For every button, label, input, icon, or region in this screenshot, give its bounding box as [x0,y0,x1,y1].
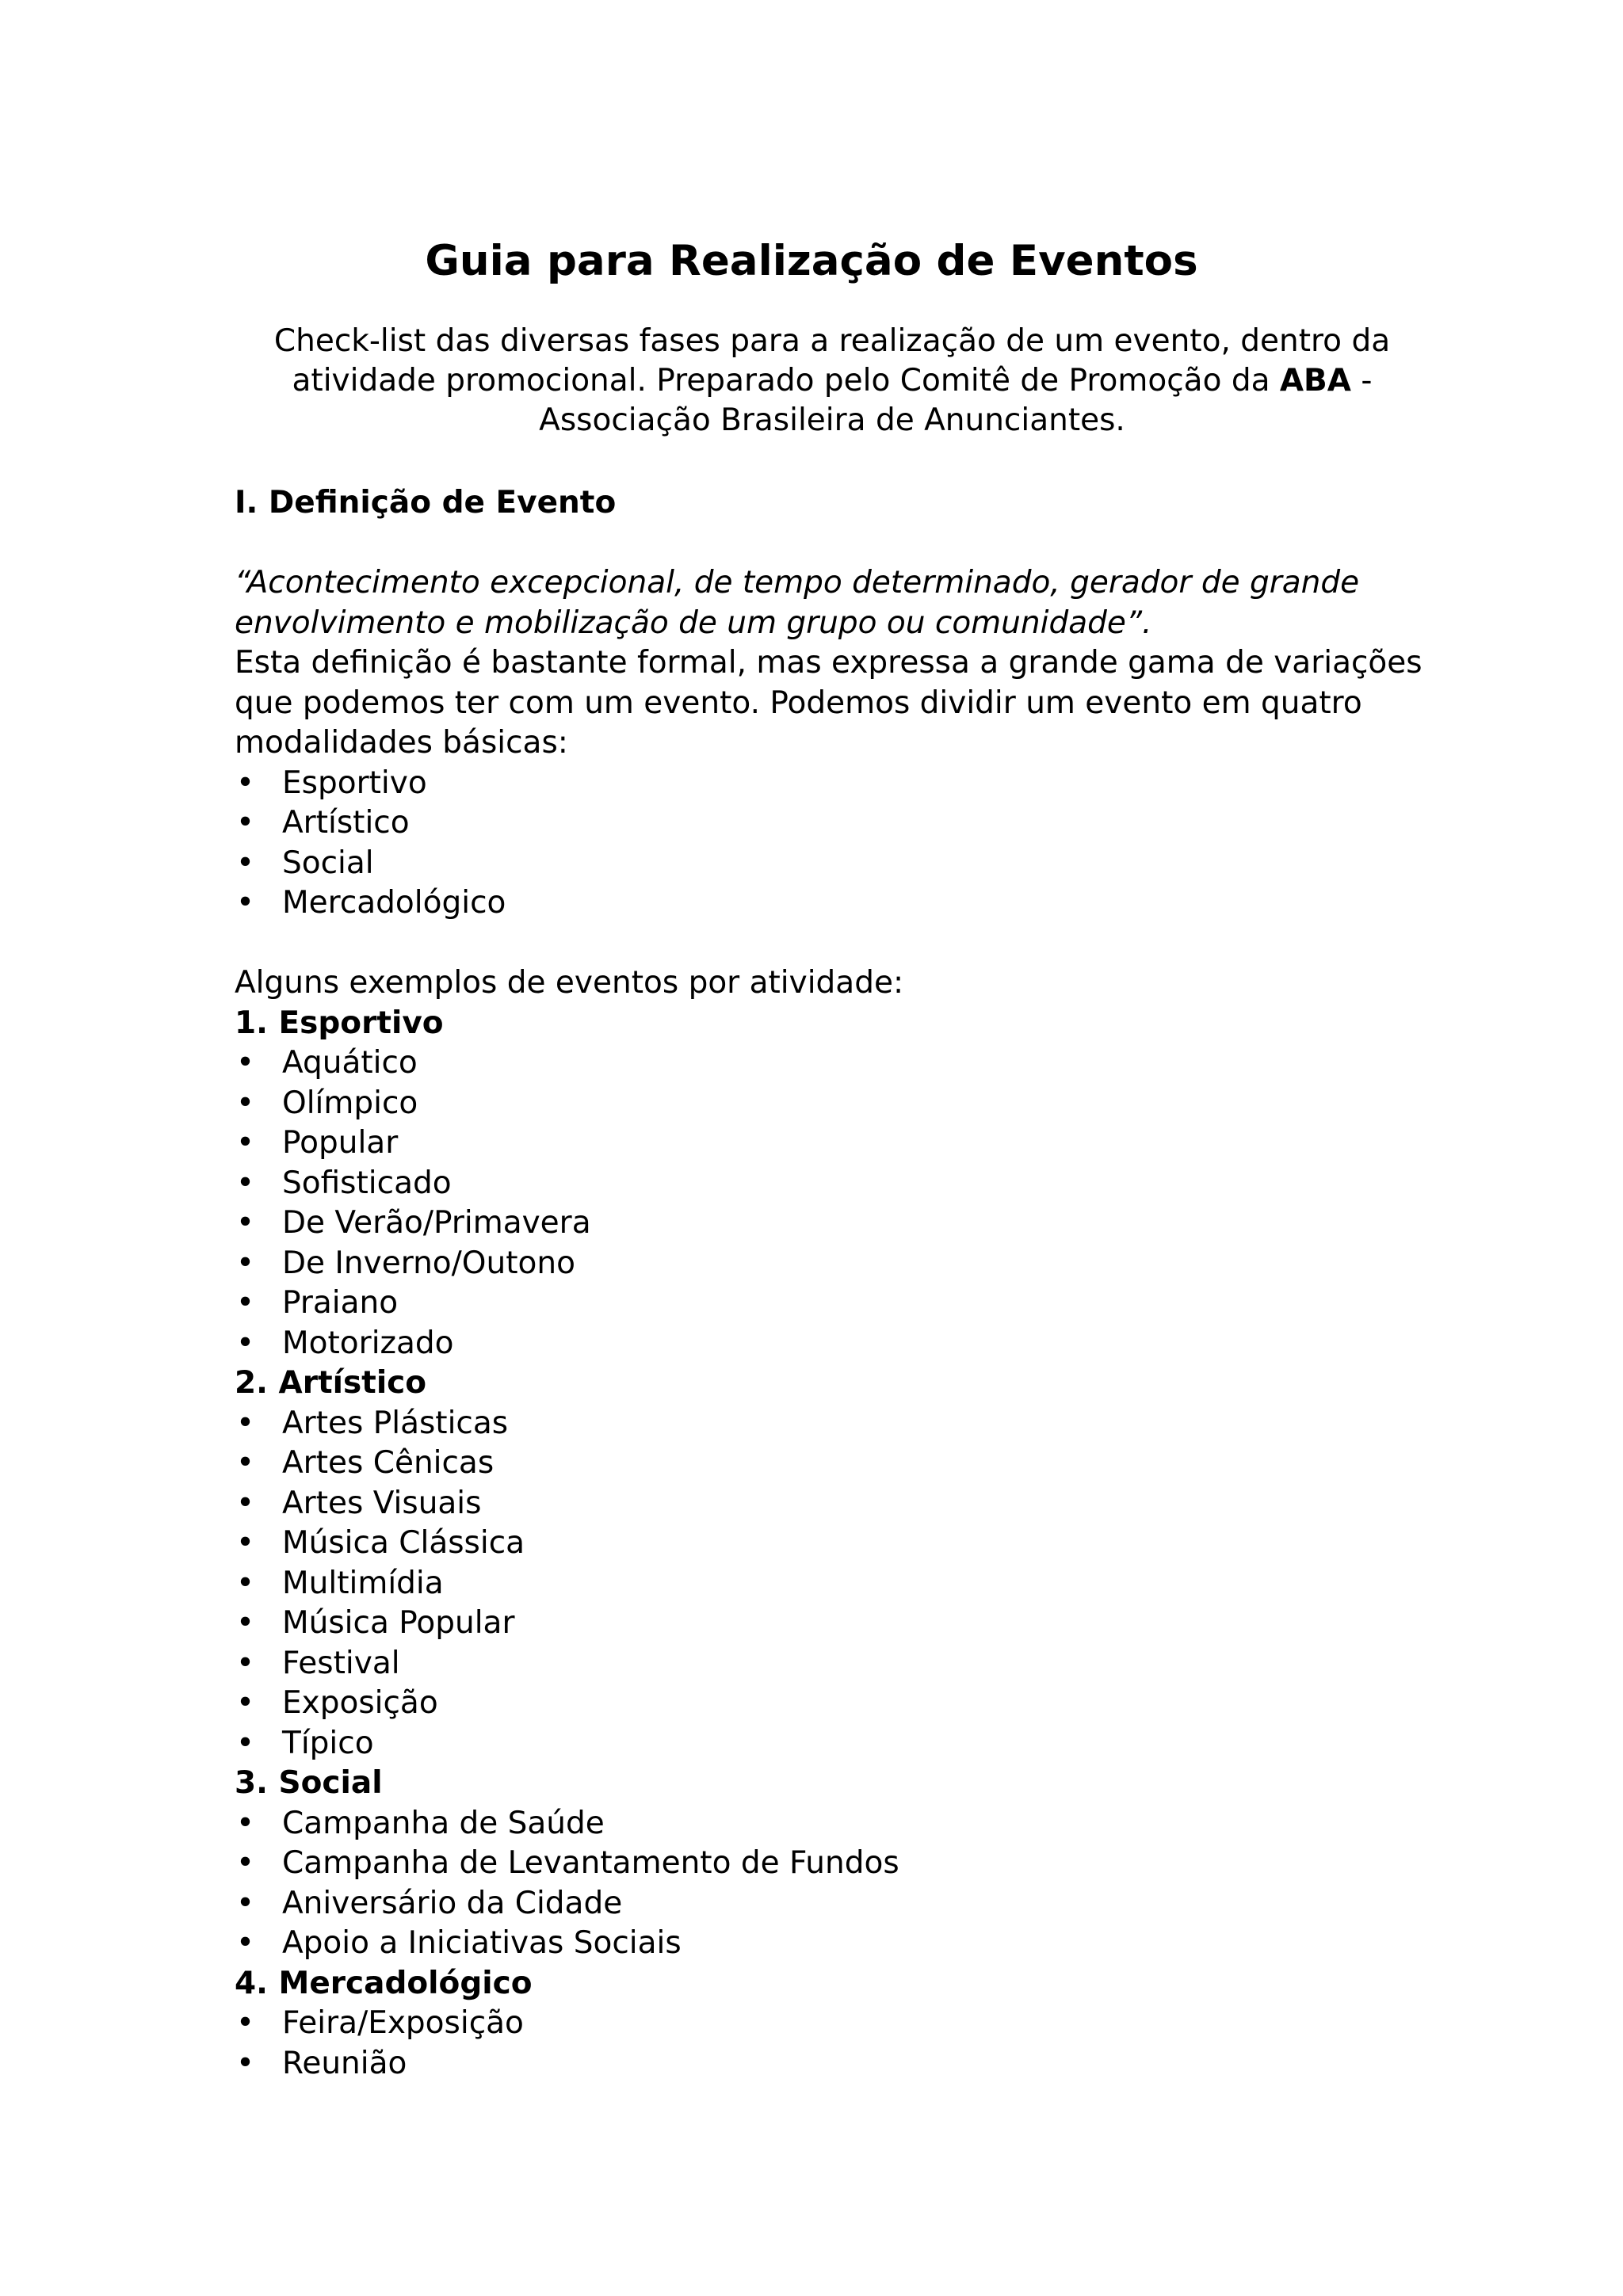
bullet-icon: • [236,1845,255,1881]
intro-bold-aba: ABA [1279,363,1351,399]
examples-intro: Alguns exemplos de eventos por atividade: [235,965,904,1001]
category-heading: 2. Artístico [235,1365,427,1401]
list-item: • Sofisticado [235,1164,1439,1204]
bullet-icon: • [236,1085,255,1121]
bullet-icon: • [236,765,255,801]
bullet-icon: • [236,1165,255,1201]
list-item: • Festival [235,1644,1439,1684]
list-item: • Exposição [235,1684,1439,1724]
bullet-icon: • [236,1685,255,1721]
bullet-icon: • [236,1045,255,1081]
list-item: • Esportivo [235,764,1439,804]
definition-quote: “Acontecimento excepcional, de tempo determinado, gerador de grande envolvimento e mobilização de um grupo ou comunidade”. [235,565,1360,641]
categories-list [235,1004,1439,2084]
list-item: • Típico [235,1724,1439,1764]
bullet-icon: • [236,1485,255,1521]
list-item: • Artes Cênicas [235,1444,1439,1484]
bullet-icon: • [236,1605,255,1641]
bullet-icon: • [236,1805,255,1841]
list-item: • Artístico [235,803,1439,844]
bullet-icon: • [236,1885,255,1921]
category-items-list [235,1804,1439,1964]
intro-text-after: - Associação Brasileira de Anunciantes. [539,363,1373,438]
bullet-icon: • [236,1325,255,1361]
bullet-icon: • [236,885,255,921]
bullet-icon: • [236,1725,255,1761]
intro-text-before: Check-list das diversas fases para a realização de um evento, dentro da atividade promocional. Preparado pelo Comitê de Promoção da [273,323,1391,399]
bullet-icon: • [236,1205,255,1241]
bullet-icon: • [236,1405,255,1441]
category-heading: 4. Mercadológico [235,1965,533,2001]
bullet-icon: • [236,1645,255,1681]
list-item: • Multimídia [235,1564,1439,1604]
list-item: • Música Clássica [235,1524,1439,1564]
list-item: • Mercadológico [235,883,1439,924]
bullet-icon: • [236,1125,255,1161]
intro-paragraph [238,322,1426,441]
section-heading: I. Definição de Evento [235,485,617,521]
definition-paragraph: Esta definição é bastante formal, mas expressa a grande gama de variações que podemos ter com um evento. Podemos dividir um evento em quatro modalidades básicas: [235,645,1423,761]
category-heading: 1. Esportivo [235,1005,444,1041]
list-item: • Feira/Exposição [235,2004,1439,2044]
bullet-icon: • [236,1565,255,1601]
list-item: • Música Popular [235,1604,1439,1644]
document-body [235,483,1439,2084]
list-item: • Olímpico [235,1084,1439,1124]
list-item: • Artes Visuais [235,1484,1439,1524]
list-item: • Aniversário da Cidade [235,1884,1439,1924]
list-item: • Praiano [235,1283,1439,1324]
category-items-list [235,1404,1439,1764]
bullet-icon: • [236,1525,255,1561]
bullet-icon: • [236,2005,255,2041]
page-title: Guia para Realização de Eventos [425,237,1198,285]
list-item: • Social [235,844,1439,884]
bullet-icon: • [236,1445,255,1481]
bullet-icon: • [236,845,255,881]
list-item: • De Inverno/Outono [235,1244,1439,1284]
bullet-icon: • [236,1245,255,1281]
list-item: • Campanha de Saúde [235,1804,1439,1844]
list-item: • De Verão/Primavera [235,1203,1439,1244]
list-item: • Campanha de Levantamento de Fundos [235,1844,1439,1884]
list-item: • Aquático [235,1043,1439,1084]
list-item: • Reunião [235,2044,1439,2084]
modalities-list [235,764,1439,924]
bullet-icon: • [236,2045,255,2081]
list-item: • Popular [235,1123,1439,1164]
bullet-icon: • [236,805,255,841]
category-heading: 3. Social [235,1765,383,1801]
bullet-icon: • [236,1925,255,1961]
category-items-list [235,2004,1439,2084]
list-item: • Apoio a Iniciativas Sociais [235,1924,1439,1964]
category-items-list [235,1043,1439,1363]
list-item: • Motorizado [235,1324,1439,1364]
bullet-icon: • [236,1285,255,1321]
list-item: • Artes Plásticas [235,1404,1439,1444]
